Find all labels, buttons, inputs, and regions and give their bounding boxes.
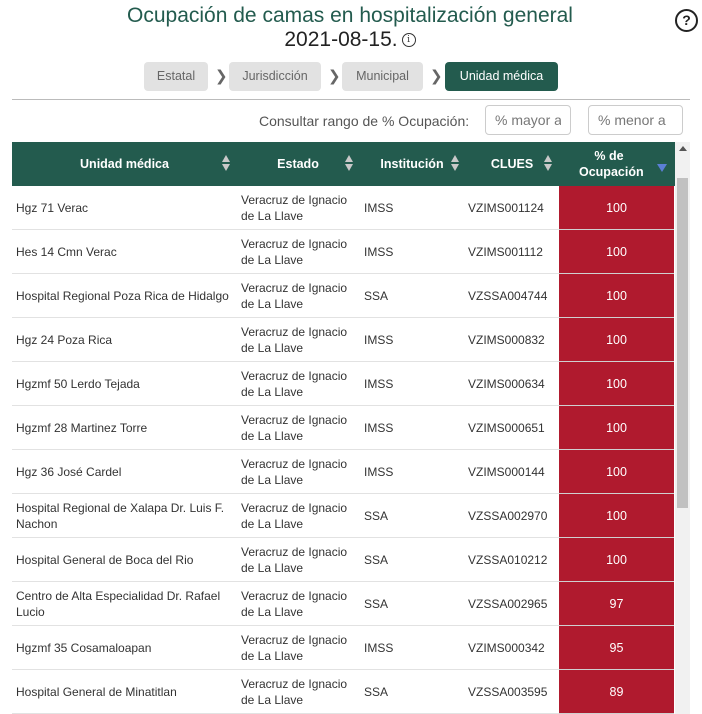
cell-ocupacion: 100 [559,186,674,230]
cell-institucion: SSA [364,684,389,699]
table-row[interactable] [12,406,674,450]
sort-icon[interactable] [222,155,230,173]
cell-ocupacion: 100 [559,274,674,318]
cell-institucion: SSA [364,288,389,303]
max-percent-input[interactable] [588,105,683,135]
table-row[interactable] [12,670,674,714]
cell-estado: Veracruz de Ignacio de La Llave [241,236,348,267]
cell-unidad: Hgz 24 Poza Rica [16,332,113,347]
cell-unidad: Hospital Regional de Xalapa Dr. Luis F. Nachon [16,500,225,531]
cell-institucion: IMSS [364,200,394,215]
cell-clues: VZIMS000144 [468,464,545,479]
table-row[interactable] [12,186,674,230]
header-estado[interactable]: Estado [277,157,319,171]
cell-clues: VZIMS001112 [468,244,543,259]
table-row[interactable] [12,450,674,494]
cell-institucion: IMSS [364,332,394,347]
cell-ocupacion: 100 [559,406,674,450]
cell-unidad: Hgz 36 José Cardel [16,464,122,479]
divider [12,99,690,100]
cell-estado: Veracruz de Ignacio de La Llave [241,368,348,399]
table-row[interactable] [12,626,674,670]
filter-label: Consultar rango de % Ocupación: [259,113,470,129]
help-icon[interactable]: ? [675,9,698,32]
cell-clues: VZIMS000634 [468,376,545,391]
cell-unidad: Hgzmf 50 Lerdo Tejada [16,376,140,391]
cell-unidad: Hgz 71 Verac [16,200,89,215]
cell-unidad: Hgzmf 35 Cosamaloapan [16,640,152,655]
cell-unidad: Hes 14 Cmn Verac [16,244,117,259]
cell-institucion: IMSS [364,464,394,479]
crumb-municipal[interactable]: Municipal [342,62,423,91]
cell-institucion: IMSS [364,244,394,259]
table-header [12,142,687,186]
cell-estado: Veracruz de Ignacio de La Llave [241,456,348,487]
cell-institucion: IMSS [364,640,394,655]
header-institucion[interactable]: Institución [380,157,444,171]
header-unidad[interactable]: Unidad médica [80,157,169,171]
cell-estado: Veracruz de Ignacio de La Llave [241,192,348,223]
cell-institucion: IMSS [364,420,394,435]
cell-ocupacion: 100 [559,494,674,538]
title-line-1: Ocupación de camas en hospitalización general [127,4,573,27]
cell-ocupacion: 100 [559,450,674,494]
cell-clues: VZSSA004744 [468,288,548,303]
cell-clues: VZIMS000832 [468,332,545,347]
chevron-right-icon: ❯ [430,68,443,85]
cell-clues: VZIMS000651 [468,420,545,435]
sort-icon[interactable] [451,155,459,173]
table-row[interactable] [12,494,674,538]
cell-clues: VZSSA003595 [468,684,548,699]
cell-institucion: IMSS [364,376,394,391]
cell-estado: Veracruz de Ignacio de La Llave [241,280,348,311]
cell-ocupacion: 100 [559,362,674,406]
table-row[interactable] [12,362,674,406]
info-icon[interactable]: i [402,33,416,47]
cell-clues: VZIMS000342 [468,640,545,655]
cell-institucion: SSA [364,508,389,523]
cell-clues: VZSSA002965 [468,596,548,611]
crumb-estatal[interactable]: Estatal [144,62,208,91]
title-date: 2021-08-15. [284,28,398,51]
sort-icon[interactable] [544,155,552,173]
chevron-right-icon: ❯ [215,68,228,85]
cell-unidad: Hospital General de Minatitlan [16,684,177,699]
cell-clues: VZSSA002970 [468,508,548,523]
scrollbar[interactable] [675,142,690,714]
cell-estado: Veracruz de Ignacio de La Llave [241,544,348,575]
table-row[interactable] [12,230,674,274]
cell-estado: Veracruz de Ignacio de La Llave [241,632,348,663]
breadcrumb [0,62,702,92]
table-row[interactable] [12,538,674,582]
scroll-thumb[interactable] [677,178,688,508]
page-title [60,4,640,52]
sort-desc-icon[interactable] [657,164,667,172]
table-row[interactable] [12,318,674,362]
min-percent-input[interactable] [485,105,571,135]
cell-clues: VZIMS001124 [468,200,544,215]
cell-estado: Veracruz de Ignacio de La Llave [241,412,348,443]
cell-unidad: Hospital General de Boca del Rio [16,552,194,567]
cell-unidad: Hospital Regional Poza Rica de Hidalgo [16,288,229,303]
cell-institucion: SSA [364,552,389,567]
cell-ocupacion: 89 [559,670,674,714]
chevron-right-icon: ❯ [328,68,341,85]
cell-ocupacion: 95 [559,626,674,670]
cell-clues: VZSSA010212 [468,552,548,567]
table-row[interactable] [12,274,674,318]
table-row[interactable] [12,582,674,626]
cell-estado: Veracruz de Ignacio de La Llave [241,588,348,619]
cell-estado: Veracruz de Ignacio de La Llave [241,500,348,531]
cell-ocupacion: 100 [559,318,674,362]
cell-ocupacion: 100 [559,538,674,582]
cell-estado: Veracruz de Ignacio de La Llave [241,324,348,355]
header-ocupacion[interactable]: % de Ocupación [579,149,644,179]
sort-icon[interactable] [345,155,353,173]
cell-unidad: Centro de Alta Especialidad Dr. Rafael Lucio [16,588,221,619]
occupancy-table [12,142,690,714]
crumb-jurisdiccion[interactable]: Jurisdicción [229,62,321,91]
crumb-unidad-medica[interactable]: Unidad médica [445,62,558,91]
cell-institucion: SSA [364,596,389,611]
scroll-up-icon[interactable] [679,146,687,151]
cell-ocupacion: 100 [559,230,674,274]
cell-estado: Veracruz de Ignacio de La Llave [241,676,348,707]
cell-ocupacion: 97 [559,582,674,626]
header-clues[interactable]: CLUES [490,157,534,171]
cell-unidad: Hgzmf 28 Martinez Torre [16,420,148,435]
